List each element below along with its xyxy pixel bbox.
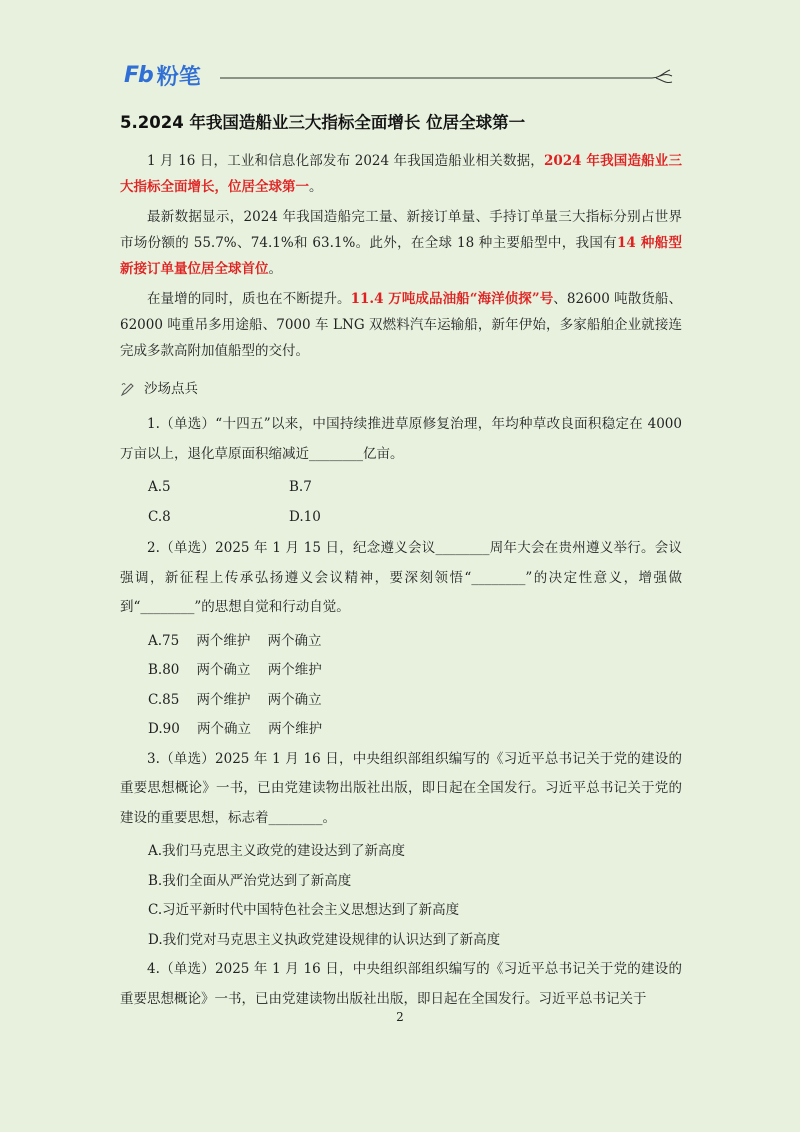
highlight-text: 11.4 万吨成品油船“海洋侦探”号 (350, 291, 554, 307)
option[interactable]: B.80 两个确立 两个维护 (148, 662, 322, 678)
header-rule (220, 68, 680, 90)
question-stem: 2.（单选）2025 年 1 月 15 日，纪念遵义会议________周年大会在贵州遵义举行。会议强调，新征程上传承弘扬遵义会议精神，要深刻领悟“________”的决定性意义，增强做到“________”的思想自觉和行动自觉。 (120, 540, 682, 615)
paragraph-text: 、82600 吨散货船、62000 吨重吊多用途船、7000 车 LNG 双燃料汽车运输船，新年伊始，多家船舶企业就接连完成多款高附加值船型的交付。 (120, 291, 682, 359)
paragraph (120, 204, 682, 282)
article-body (120, 148, 682, 1018)
paragraph (120, 148, 682, 200)
option[interactable]: D.我们党对马克思主义执政党建设规律的认识达到了新高度 (148, 931, 501, 948)
option[interactable]: C.85 两个维护 两个确立 (148, 691, 322, 708)
section-label: 沙场点兵 (144, 381, 198, 397)
option[interactable]: A.75 两个维护 两个确立 (148, 632, 322, 649)
paragraph-text: 1 月 16 日，工业和信息化部发布 2024 年我国造船业相关数据， (147, 153, 544, 169)
section-heading (120, 376, 682, 402)
option[interactable]: A.5 (148, 479, 171, 495)
option[interactable]: C.习近平新时代中国特色社会主义思想达到了新高度 (148, 902, 460, 918)
question-stem: 1.（单选）“十四五”以来，中国持续推进草原修复治理，年均种草改良面积稳定在 4000 万亩以上，退化草原面积缩减近________亿亩。 (120, 416, 682, 462)
pencil-icon (120, 381, 136, 397)
question-stem: 3.（单选）2025 年 1 月 16 日，中央组织部组织编写的《习近平总书记关于党的建设的重要思想概论》一书，已由党建读物出版社出版，即日起在全国发行。习近平总书记关于党的建设的重要思想，标志着________。 (120, 750, 682, 826)
option[interactable]: D.90 两个确立 两个维护 (148, 721, 323, 737)
question-stem: 4.（单选）2025 年 1 月 16 日，中央组织部组织编写的《习近平总书记关于党的建设的重要思想概论》一书，已由党建读物出版社出版，即日起在全国发行。习近平总书记关于 (120, 961, 682, 1007)
paragraph (120, 286, 682, 364)
option[interactable]: B.7 (289, 479, 312, 495)
highlight-text: 14 种船型新接订单量位居全球首位 (120, 235, 682, 277)
highlight-text: 2024 年我国造船业三大指标全面增长，位居全球第一 (120, 153, 682, 195)
paragraph-text: 在量增的同时，质也在不断提升。 (147, 291, 351, 307)
paragraph-text: 最新数据显示，2024 年我国造船完工量、新接订单量、手持订单量三大指标分别占世界市场份额的 55.7%、74.1%和 63.1%。此外，在全球 18 种主要船型中，我国有 (120, 209, 682, 251)
option[interactable]: C.8 (148, 508, 171, 525)
option[interactable]: D.10 (289, 508, 321, 525)
option[interactable]: B.我们全面从严治党达到了新高度 (148, 872, 352, 889)
option-grid (120, 473, 682, 532)
page-header (124, 58, 684, 92)
fenbi-logo (124, 60, 201, 91)
logo-mark: Fb (124, 63, 153, 88)
page-number: 2 (396, 1010, 404, 1024)
paragraph-text: 。 (268, 261, 282, 277)
article-title: 5.2024 年我国造船业三大指标全面增长 位居全球第一 (120, 113, 526, 132)
option[interactable]: A.我们马克思主义政党的建设达到了新高度 (148, 843, 406, 859)
logo-text: 粉笔 (156, 65, 201, 90)
paragraph-text: 。 (309, 179, 323, 195)
